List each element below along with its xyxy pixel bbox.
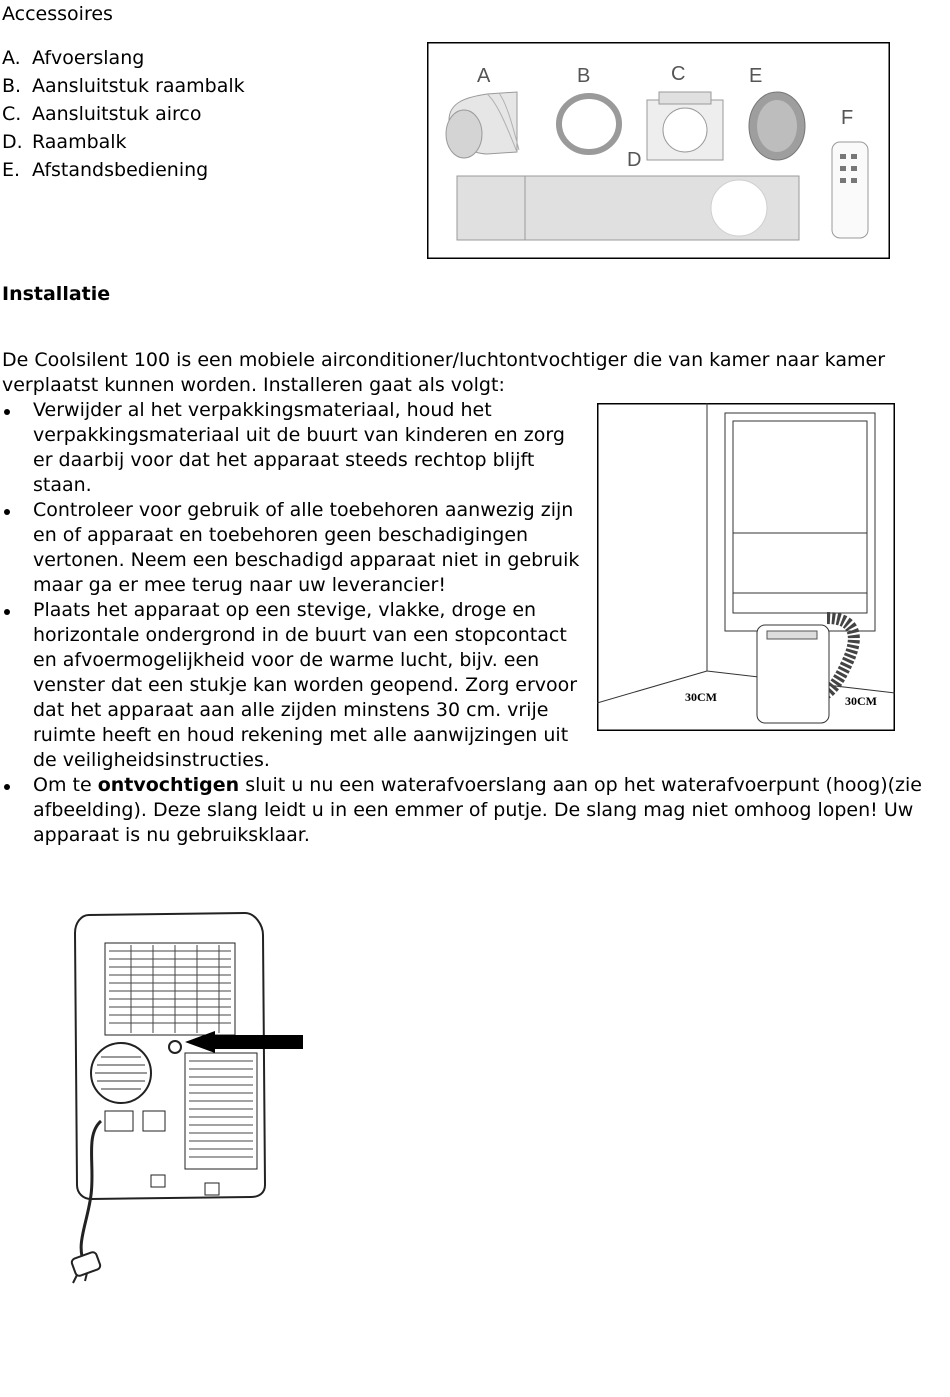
side-grille xyxy=(185,1053,257,1169)
label-b: B xyxy=(577,65,591,87)
installation-intro: De Coolsilent 100 is een mobiele airconditioner/luchtontvochtiger die van kamer naar kamer verplaatst kunnen worden. Installeren gaat als volgt: xyxy=(2,349,886,396)
drain-point-icon xyxy=(169,1041,181,1053)
list-item xyxy=(0,598,935,773)
power-label-panel xyxy=(105,1111,133,1131)
item-letter: A. xyxy=(2,47,21,69)
label-d: D xyxy=(627,149,642,171)
label-e: E xyxy=(749,65,763,87)
list-item xyxy=(2,128,245,156)
unit-back-figure xyxy=(55,905,310,1285)
remote-control xyxy=(832,142,868,238)
top-grille xyxy=(105,943,235,1035)
installation-steps xyxy=(0,398,935,848)
item-letter: B. xyxy=(2,75,22,97)
step-text: Verwijder al het verpakkingsmateriaal, houd het verpakkingsmateriaal uit de buurt van kinderen en zorg er daarbij voor dat het apparaat steeds rechtop blijft staan. xyxy=(33,399,565,496)
list-item xyxy=(0,773,935,848)
clearance-right-label: 30CM xyxy=(845,694,877,708)
plug-icon xyxy=(71,1251,102,1283)
list-item xyxy=(0,498,935,598)
step-text: Controleer voor gebruik of alle toebehoren aanwezig zijn en of apparaat en toebehoren geen beschadigingen vertonen. Neem een beschadigd apparaat niet in gebruik maar ga er mee terug naar uw leverancier! xyxy=(33,499,580,596)
round-connector xyxy=(749,92,805,160)
item-label: Aansluitstuk raambalk xyxy=(32,75,245,97)
step-text: Plaats het apparaat op een stevige, vlakke, droge en horizontale ondergrond in de buurt van een stopcontact en afvoermogelijkheid voor de warme lucht, bijv. een venster dat een stukje kan worden geopend. Zorg ervoor dat het apparaat aan alle zijden minstens 30 cm. vrije ruimte heeft en houd rekening met alle aanwijzingen uit de veiligheidsinstructies. xyxy=(33,599,578,771)
label-c: C xyxy=(671,63,686,85)
bullet-icon xyxy=(4,609,10,615)
round-vent xyxy=(91,1043,151,1103)
list-item xyxy=(2,72,245,100)
bullet-icon xyxy=(4,784,10,790)
window-bar xyxy=(457,176,799,240)
clearance-left-label: 30CM xyxy=(685,690,717,704)
plug-holder xyxy=(143,1111,165,1131)
item-label: Afvoerslang xyxy=(32,47,145,69)
step-text-prefix: Om te xyxy=(33,774,98,796)
accessories-list xyxy=(2,44,245,184)
list-item xyxy=(2,100,245,128)
step-text-suffix: sluit u nu een waterafvoerslang aan op het waterafvoerpunt (hoog)(zie afbeelding). Deze slang leidt u in een emmer of putje. De slang mag niet omhoog lopen! Uw apparaat is nu gebruiksklaar. xyxy=(33,774,922,846)
installation-title: Installatie xyxy=(2,283,111,305)
accessories-figure xyxy=(427,42,890,259)
item-label: Afstandsbediening xyxy=(32,159,209,181)
label-f: F xyxy=(841,107,854,129)
bullet-icon xyxy=(4,409,10,415)
unit-connector xyxy=(647,92,723,160)
accessories-heading: Accessoires xyxy=(2,3,113,25)
item-label: Raambalk xyxy=(32,131,127,153)
item-letter: E. xyxy=(2,159,21,181)
list-item xyxy=(0,398,935,498)
step-text-bold: ontvochtigen xyxy=(97,774,240,796)
bullet-icon xyxy=(4,509,10,515)
list-item xyxy=(2,44,245,72)
item-letter: C. xyxy=(2,103,22,125)
label-a: A xyxy=(477,65,491,87)
list-item xyxy=(2,156,245,184)
item-letter: D. xyxy=(2,131,23,153)
item-label: Aansluitstuk airco xyxy=(32,103,202,125)
